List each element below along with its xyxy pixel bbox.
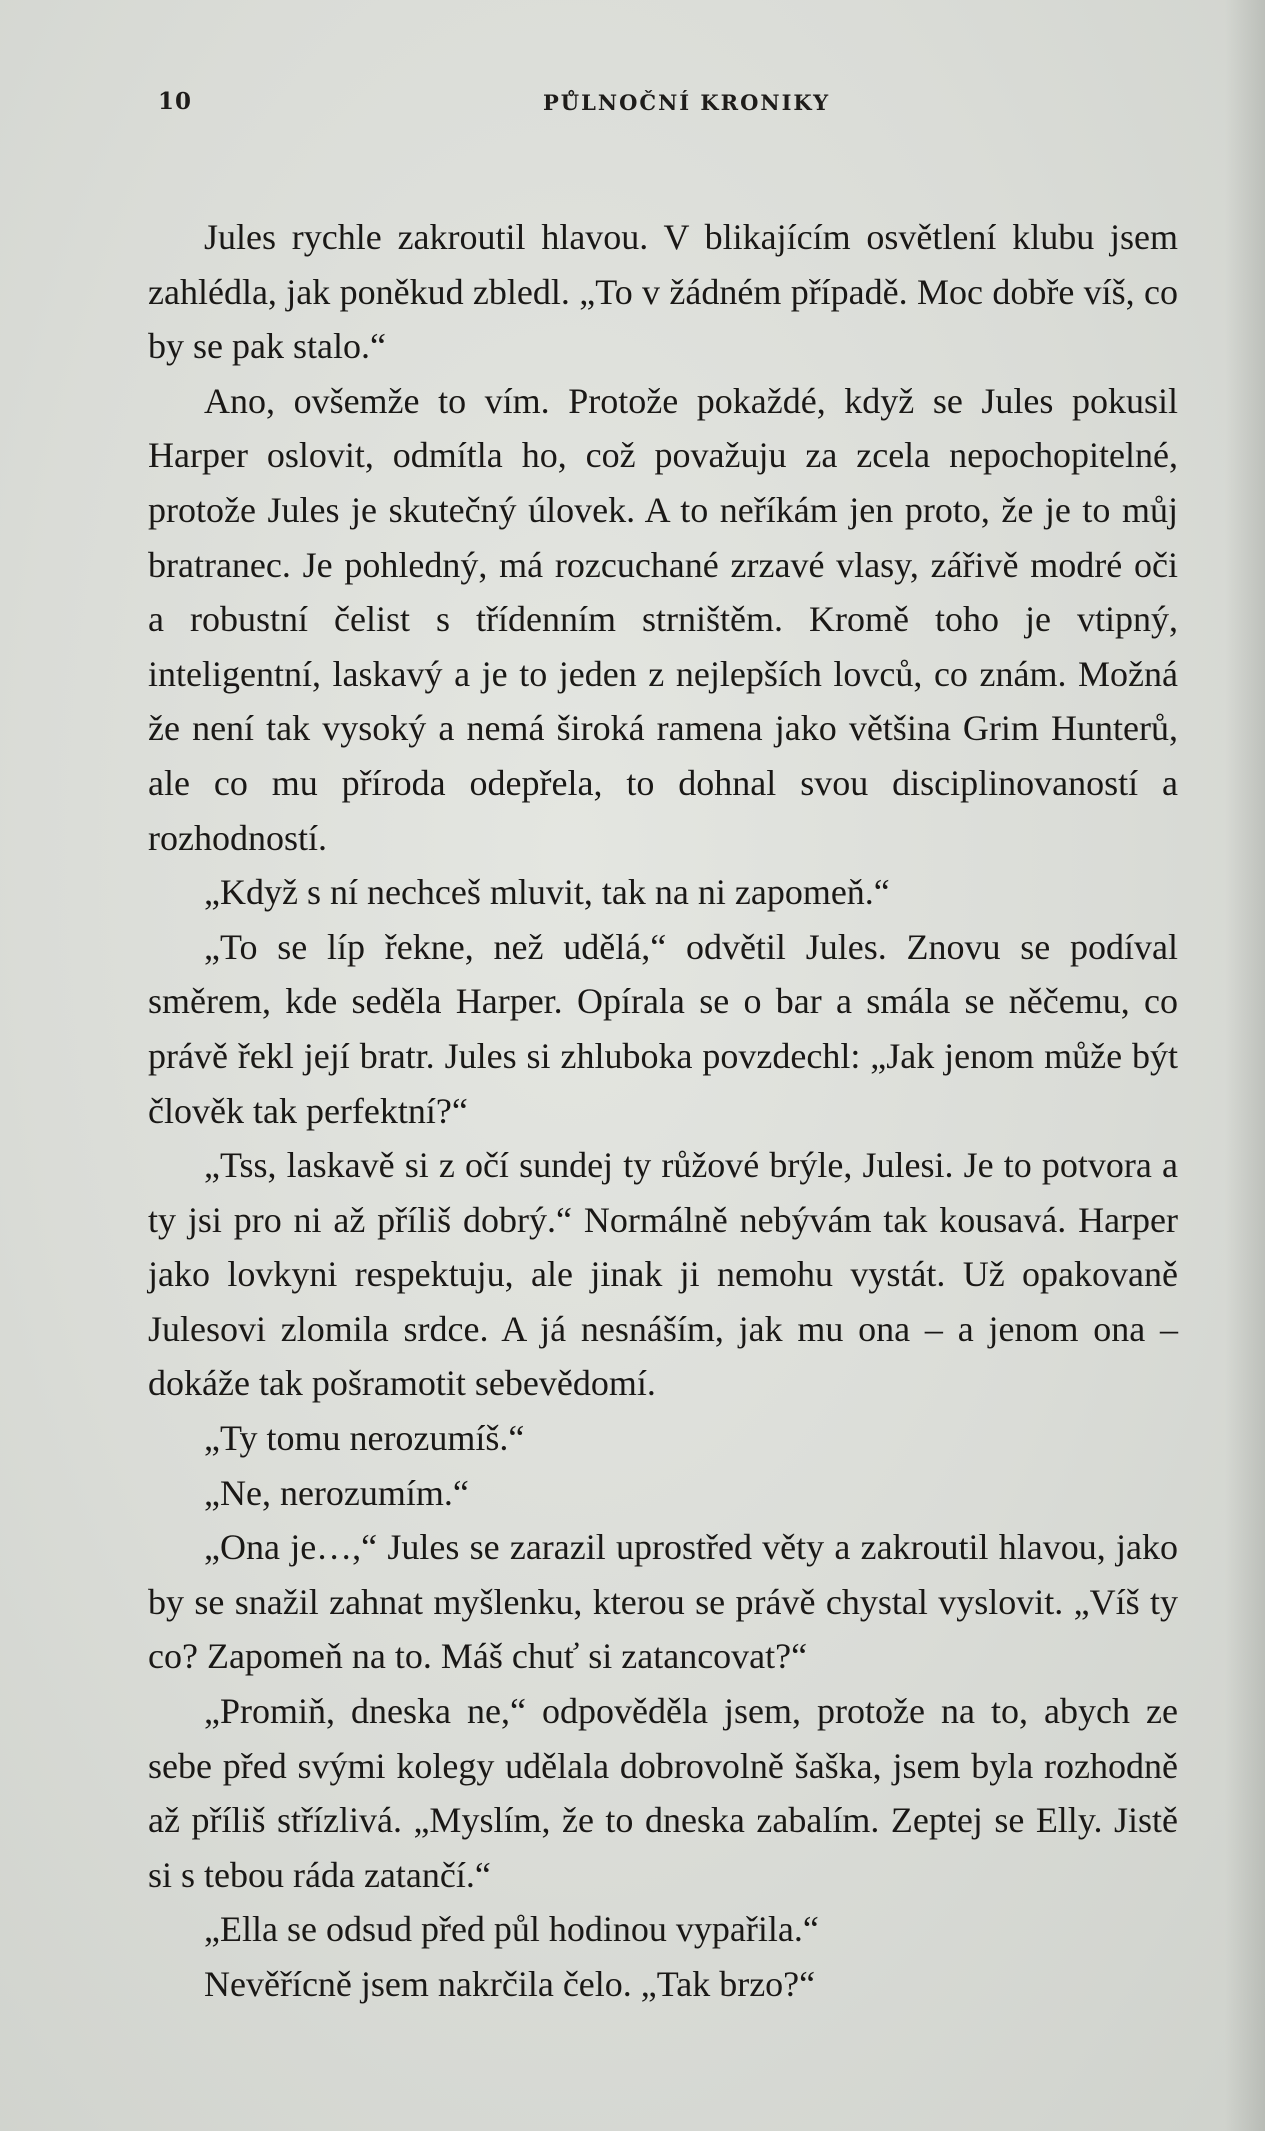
page-number: 10 [158,88,193,115]
paragraph: Nevěřícně jsem nakrčila čelo. „Tak brzo?“ [204,1964,816,2004]
page-edge-shadow [1225,0,1265,2131]
book-title: PŮLNOČNÍ KRONIKY [543,90,831,115]
paragraph: „Promiň, dneska ne,“ odpověděla jsem, protože na to, abych ze sebe před svými kolegy udělala dobrovolně šaška, jsem byla rozhodně až příliš střízlivá. „Myslím, že to dneska zabalím. Zeptej se Elly. Jistě si s tebou ráda zatančí.“ [148,1691,1178,1895]
paragraph: „Ne, nerozumím.“ [204,1472,469,1513]
paragraph: „Ella se odsud před půl hodinou vypařila.“ [204,1909,819,1950]
body-text [148,210,1178,2012]
paragraph: „Tss, laskavě si z očí sundej ty růžové brýle, Julesi. Je to potvora a ty jsi pro ni až příliš dobrý.“ Normálně nebývám tak kousavá. Harper jako lovkyni respektuju, ale jinak ji nemohu vystát. Už opakovaně Julesovi zlomila srdce. A já nesnáším, jak mu ona – a jenom ona – dokáže tak pošramotit sebevědomí. [148,1145,1178,1404]
paragraph: „Když s ní nechceš mluvit, tak na ni zapomeň.“ [204,872,890,913]
paragraph: Ano, ovšemže to vím. Protože pokaždé, když se Jules pokusil Harper oslovit, odmítla ho, což považuju za zcela nepochopitelné, protože Jules je skutečný úlovek. A to neříkám jen proto, že je to můj bratranec. Je pohledný, má rozcuchané zrzavé vlasy, zářivě modré oči a robustní čelist s třídenním strništěm. Kromě toho je vtipný, inteligentní, laskavý a je to jeden z nejlepších lovců, co znám. Možná že není tak vysoký a nemá široká ramena jako většina Grim Hunterů, ale co mu příroda odepřela, to dohnal svou disciplinovaností a rozhodností. [148,380,1178,858]
paragraph: „To se líp řekne, než udělá,“ odvětil Jules. Znovu se podíval směrem, kde seděla Harper. Opírala se o bar a smála se něčemu, co právě řekl její bratr. Jules si zhluboka povzdechl: „Jak jenom může být člověk tak perfektní?“ [148,926,1178,1131]
running-head [158,88,1088,128]
paragraph: Jules rychle zakroutil hlavou. V blikajícím osvětlení klubu jsem zahlédla, jak poněkud zbledl. „To v žádném případě. Moc dobře víš, co by se pak stalo.“ [148,217,1178,367]
paragraph: „Ona je…,“ Jules se zarazil uprostřed věty a zakroutil hlavou, jako by se snažil zahnat myšlenku, kterou se právě chystal vyslovit. „Víš ty co? Zapomeň na to. Máš chuť si zatancovat?“ [148,1527,1178,1677]
paragraph: „Ty tomu nerozumíš.“ [204,1418,525,1459]
